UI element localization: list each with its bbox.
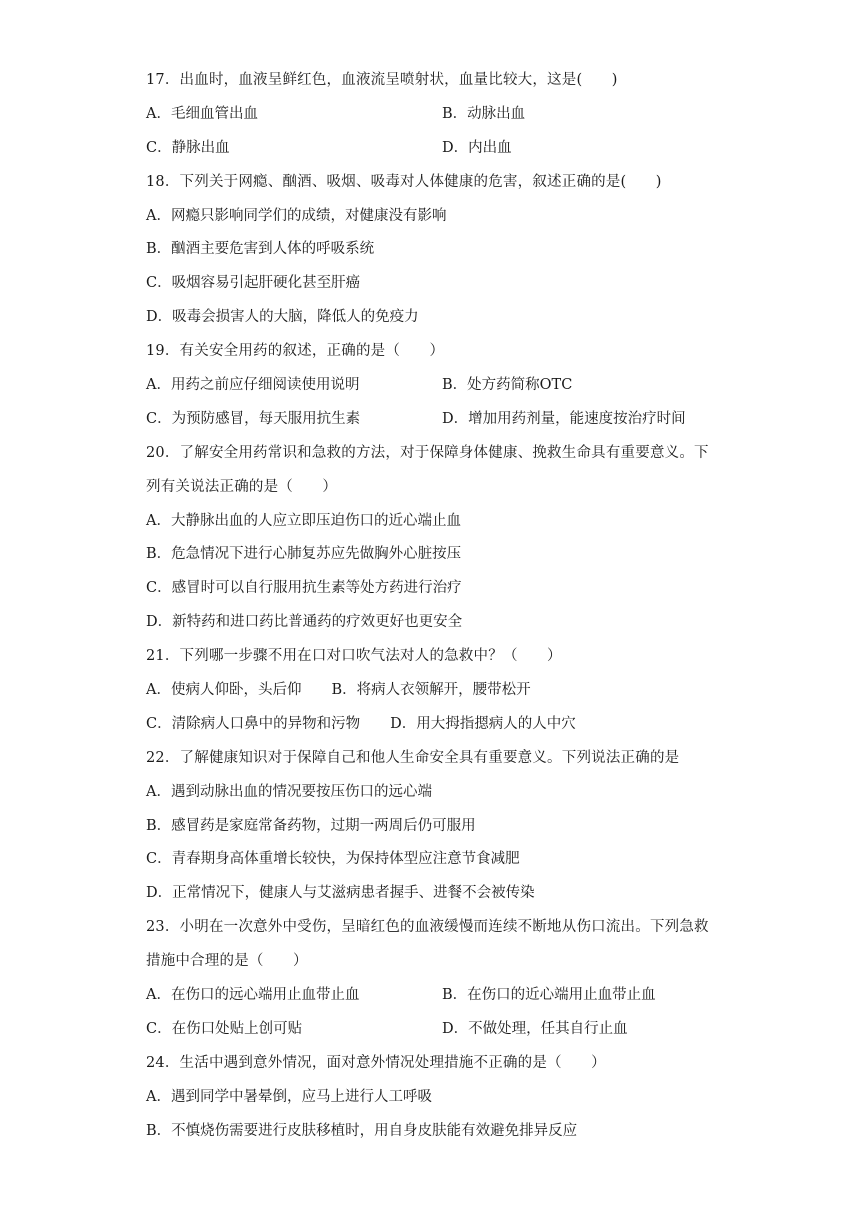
- option-row: [146, 132, 746, 166]
- answer-option: D．内出血: [442, 139, 512, 156]
- question-block: [146, 742, 746, 911]
- option-row: [146, 403, 746, 437]
- option-row: [146, 301, 746, 335]
- option-row: [146, 98, 746, 132]
- question-stem: 23．小明在一次意外中受伤，呈暗红色的血液缓慢而连续不断地从伤口流出。下列急救: [146, 919, 709, 936]
- answer-option: D．增加用药剂量，能速度按治疗时间: [442, 410, 686, 427]
- answer-option: A．网瘾只影响同学们的成绩，对健康没有影响: [146, 207, 447, 224]
- answer-option: C．静脉出血: [146, 139, 230, 156]
- option-row: [146, 843, 746, 877]
- question-stem: 21．下列哪一步骤不用在口对口吹气法对人的急救中？（ ）: [146, 648, 562, 665]
- answer-option: A．遇到动脉出血的情况要按压伤口的远心端: [146, 783, 432, 800]
- answer-option: B．不慎烧伤需要进行皮肤移植时，用自身皮肤能有效避免排异反应: [146, 1122, 578, 1139]
- option-row: [146, 979, 746, 1013]
- option-row: [146, 538, 746, 572]
- answer-option: B．酗酒主要危害到人体的呼吸系统: [146, 241, 375, 258]
- answer-option: C．感冒时可以自行服用抗生素等处方药进行治疗: [146, 580, 462, 597]
- option-row: [146, 1013, 746, 1047]
- question-block: [146, 335, 746, 437]
- question-block: [146, 437, 746, 640]
- answer-option: C．清除病人口鼻中的异物和污物: [146, 715, 361, 732]
- answer-option: D．正常情况下，健康人与艾滋病患者握手、进餐不会被传染: [146, 885, 535, 902]
- question-stem: 措施中合理的是（ ）: [146, 953, 308, 970]
- question-block: [146, 911, 746, 1047]
- option-row: [146, 233, 746, 267]
- answer-option: A．大静脉出血的人应立即压迫伤口的近心端止血: [146, 512, 461, 529]
- answer-option: A．遇到同学中暑晕倒，应马上进行人工呼吸: [146, 1088, 432, 1105]
- option-row: [146, 505, 746, 539]
- option-row: [146, 776, 746, 810]
- answer-option: A．使病人仰卧，头后仰: [146, 682, 302, 699]
- answer-option: B．感冒药是家庭常备药物，过期一两周后仍可服用: [146, 817, 476, 834]
- answer-option: C．为预防感冒，每天服用抗生素: [146, 410, 361, 427]
- question-block: [146, 166, 746, 335]
- answer-option: B．动脉出血: [442, 105, 526, 122]
- option-row: [146, 572, 746, 606]
- question-stem: 22．了解健康知识对于保障自己和他人生命安全具有重要意义。下列说法正确的是: [146, 749, 680, 766]
- answer-option: B．危急情况下进行心肺复苏应先做胸外心脏按压: [146, 546, 462, 563]
- question-stem: 20．了解安全用药常识和急救的方法，对于保障身体健康、挽救生命具有重要意义。下: [146, 444, 709, 461]
- answer-option: C．吸烟容易引起肝硬化甚至肝癌: [146, 275, 361, 292]
- question-stem: 24．生活中遇到意外情况，面对意外情况处理措施不正确的是（ ）: [146, 1054, 606, 1071]
- answer-option: C．在伤口处贴上创可贴: [146, 1020, 303, 1037]
- option-row: [146, 810, 746, 844]
- answer-option: A．毛细血管出血: [146, 105, 258, 122]
- option-row: [146, 267, 746, 301]
- answer-option: D．吸毒会损害人的大脑，降低人的免疫力: [146, 309, 419, 326]
- option-row: [146, 877, 746, 911]
- answer-option: A．在伤口的远心端用止血带止血: [146, 987, 360, 1004]
- answer-option: B．处方药简称OTC: [442, 377, 573, 394]
- option-row: [146, 369, 746, 403]
- question-stem: 18．下列关于网瘾、酗酒、吸烟、吸毒对人体健康的危害，叙述正确的是( ): [146, 173, 662, 190]
- question-stem: 19．有关安全用药的叙述，正确的是（ ）: [146, 343, 445, 360]
- option-row: [146, 1115, 746, 1149]
- question-block: [146, 1047, 746, 1149]
- question-block: [146, 640, 746, 742]
- answer-option: D．用大拇指摁病人的人中穴: [390, 715, 576, 732]
- answer-option: C．青春期身高体重增长较快，为保持体型应注意节食减肥: [146, 851, 520, 868]
- option-row: [146, 1081, 746, 1115]
- answer-option: A．用药之前应仔细阅读使用说明: [146, 377, 360, 394]
- answer-option: B．将病人衣领解开，腰带松开: [331, 682, 531, 699]
- answer-option: B．在伤口的近心端用止血带止血: [442, 987, 656, 1004]
- exam-page: [146, 64, 746, 1149]
- option-row: [146, 606, 746, 640]
- answer-option: D．新特药和进口药比普通药的疗效更好也更安全: [146, 614, 463, 631]
- option-row: [146, 200, 746, 234]
- question-stem: 列有关说法正确的是（ ）: [146, 478, 338, 495]
- option-row: [146, 708, 746, 742]
- question-stem: 17．出血时，血液呈鲜红色，血液流呈喷射状，血量比较大，这是( ): [146, 72, 618, 88]
- option-row: [146, 674, 746, 708]
- answer-option: D．不做处理，任其自行止血: [442, 1020, 628, 1037]
- question-block: [146, 64, 746, 166]
